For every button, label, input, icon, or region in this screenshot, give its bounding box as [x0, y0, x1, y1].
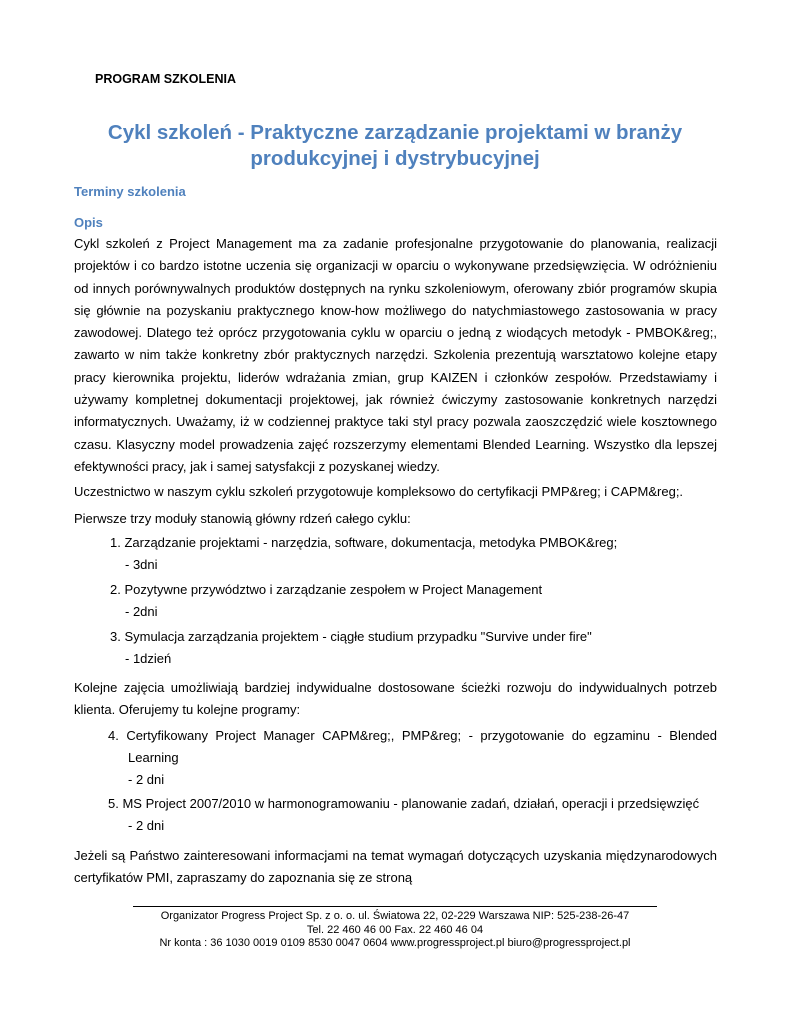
program-label-continuation: Learning: [128, 750, 179, 765]
module-item: [110, 532, 720, 576]
program-item: [108, 725, 717, 791]
footer-divider: [133, 906, 657, 907]
page-footer: [100, 910, 690, 951]
footer-account: Nr konta : 36 1030 0019 0109 8530 0047 0604 www.progressproject.pl biuro@progressproject.pl: [159, 937, 631, 949]
description-paragraph: Cykl szkoleń z Project Management ma za zadanie profesjonalne przygotowanie do planowania, realizacji projektów i co bardzo istotne uczenia się organizacji w oparciu o wykonywane przedsięwzięcia. W odróżnieniu od innych porównywalnych produktów dostępnych na rynku szkoleniowym, oferowany zbiór programów skupia się głównie na pozyskaniu praktycznego know-how możliwego do natychmiastowego zastosowania w pracy zawodowej. Dlatego też oprócz przygotowania cyklu w oparciu o jedną z wiodących metodyk - PMBOK&reg;, zawarto w nim także konkretny zbór praktycznych narzędzi. Szkolenia prezentują warsztatowo kolejne etapy pracy kierownika projektu, liderów wdrażania zmian, grup KAIZEN i członków zespołów. Przedstawiamy i używamy kompletnej dokumentacji projektowej, jak również ćwiczymy zastosowanie konkretnych narzędzi informatycznych. Uważamy, iż w codziennej praktyce taki styl pracy pozwala zaoszczędzić wiele kosztownego czasu. Klasyczny model prowadzenia zajęć rozszerzymy elementami Blended Learning. Wszystko dla lepszej efektywności pracy, jak i samej satysfakcji z pozyskanej wiedzy.: [74, 236, 717, 474]
program-label: 5. MS Project 2007/2010 w harmonogramowaniu - planowanie zadań, działań, operacji i przedsięwzięć: [108, 796, 700, 811]
program-item: [108, 793, 717, 837]
pmi-info-paragraph: Jeżeli są Państwo zainteresowani informacjami na temat wymagań dotyczących uzyskania międzynarodowych certyfikatów PMI, zapraszamy do zapoznania się ze stroną: [74, 848, 717, 885]
footer-phone: Tel. 22 460 46 00 Fax. 22 460 46 04: [306, 923, 484, 936]
program-label: PROGRAM SZKOLENIA: [95, 72, 236, 86]
program-duration: - 2 dni: [128, 818, 165, 833]
module-label: 1. Zarządzanie projektami - narzędzia, software, dokumentacja, metodyka PMBOK&reg;: [110, 535, 618, 550]
description-heading: Opis: [74, 215, 103, 230]
terms-heading: Terminy szkolenia: [74, 184, 186, 199]
core-modules-intro: Pierwsze trzy moduły stanowią główny rdzeń całego cyklu:: [74, 511, 411, 526]
module-label: 2. Pozytywne przywództwo i zarządzanie zespołem w Project Management: [110, 582, 543, 597]
certification-paragraph: Uczestnictwo w naszym cyklu szkoleń przygotowuje kompleksowo do certyfikacji PMP&reg; i CAPM&reg;.: [74, 484, 684, 499]
module-label: 3. Symulacja zarządzania projektem - ciągłe studium przypadku "Survive under fire": [110, 629, 592, 644]
module-duration: - 3dni: [125, 557, 158, 572]
page-title-line-2: produkcyjnej i dystrybucyjnej: [250, 147, 540, 170]
module-duration: - 1dzień: [125, 651, 172, 666]
program-label: 4. Certyfikowany Project Manager CAPM&reg;, PMP&reg; - przygotowanie do egzaminu - Blended: [108, 728, 717, 743]
page-title: [75, 120, 715, 172]
module-duration: - 2dni: [125, 604, 158, 619]
additional-programs-intro: Kolejne zajęcia umożliwiają bardziej indywidualne dostosowane ścieżki rozwoju do indywidualnych potrzeb klienta. Oferujemy tu kolejne programy:: [74, 680, 717, 717]
module-item: [110, 579, 720, 623]
footer-organizer: Organizator Progress Project Sp. z o. o. ul. Światowa 22, 02-229 Warszawa NIP: 525-238-26-47: [160, 910, 630, 922]
page-title-line-1: Cykl szkoleń - Praktyczne zarządzanie projektami w branży: [107, 121, 683, 144]
program-duration: - 2 dni: [128, 772, 165, 787]
module-item: [110, 626, 720, 670]
